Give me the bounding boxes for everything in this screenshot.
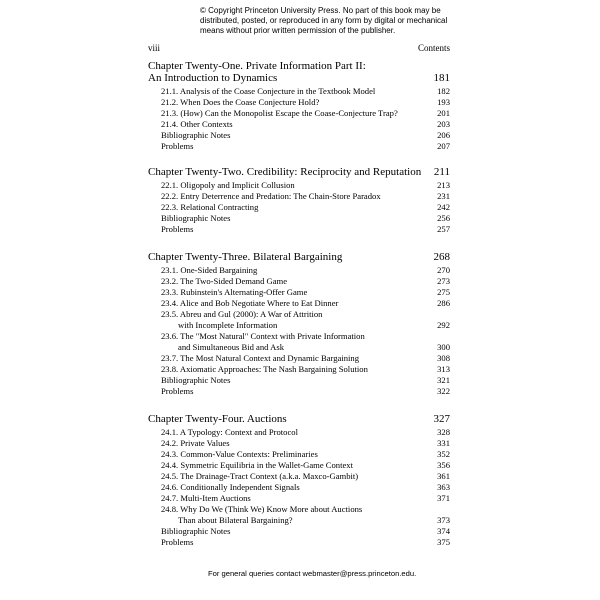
toc-entry: 21.4. Other Contexts 203 — [161, 119, 450, 129]
toc-entry: 21.3. (How) Can the Monopolist Escape the Coase-Conjecture Trap? 201 — [161, 108, 450, 118]
toc-entry: Bibliographic Notes 256 — [161, 213, 450, 223]
toc-entry: Than about Bilateral Bargaining? 373 — [178, 515, 450, 525]
copyright-line: distributed, posted, or reproduced in any form by digital or mechanical — [200, 16, 448, 25]
toc-entry: 24.3. Common-Value Contexts: Preliminaries 352 — [161, 449, 450, 459]
toc-entry: Bibliographic Notes 321 — [161, 375, 450, 385]
toc-chapter-21 — [148, 60, 450, 152]
toc-entry: with Incomplete Information 292 — [178, 320, 450, 330]
running-head — [148, 43, 450, 55]
toc-entry: 24.7. Multi-Item Auctions 371 — [161, 493, 450, 503]
chapter-page: 211 — [433, 166, 450, 178]
chapter-title: Chapter Twenty-Four. Auctions 327 — [148, 413, 450, 425]
chapter-title: Chapter Twenty-Three. Bilateral Bargaining 268 — [148, 251, 450, 263]
toc-entry: Problems 375 — [161, 537, 450, 547]
toc-entry: Problems 257 — [161, 224, 450, 234]
toc-entry: 22.3. Relational Contracting 242 — [161, 202, 450, 212]
toc-entry: 23.4. Alice and Bob Negotiate Where to Eat Dinner 286 — [161, 298, 450, 308]
toc-entry: 23.8. Axiomatic Approaches: The Nash Bargaining Solution 313 — [161, 364, 450, 374]
chapter-page: 268 — [433, 251, 450, 263]
toc-entry: 23.7. The Most Natural Context and Dynamic Bargaining 308 — [161, 353, 450, 363]
toc-entry: 24.5. The Drainage-Tract Context (a.k.a. Maxco-Gambit) 361 — [161, 471, 450, 481]
footer-contact: For general queries contact webmaster@press.princeton.edu. — [208, 569, 417, 578]
toc-entry: 24.4. Symmetric Equilibria in the Wallet-Game Context 356 — [161, 460, 450, 470]
toc-entry: 23.5. Abreu and Gul (2000): A War of Attrition — [161, 309, 323, 319]
toc-entry: Problems 322 — [161, 386, 450, 396]
toc-chapter-23 — [148, 251, 450, 397]
toc-entry: 24.1. A Typology: Context and Protocol 328 — [161, 427, 450, 437]
toc-entry: Problems 207 — [161, 141, 450, 151]
chapter-title: An Introduction to Dynamics 181 — [148, 72, 450, 84]
chapter-page: 327 — [433, 413, 450, 425]
toc-chapter-24 — [148, 413, 450, 548]
toc-entry: 22.2. Entry Deterrence and Predation: The Chain-Store Paradox 231 — [161, 191, 450, 201]
toc-entry: 24.2. Private Values 331 — [161, 438, 450, 448]
toc-entry: 23.2. The Two-Sided Demand Game 273 — [161, 276, 450, 286]
toc-entry: 23.3. Rubinstein's Alternating-Offer Game 275 — [161, 287, 450, 297]
toc-entry: 24.8. Why Do We (Think We) Know More about Auctions — [161, 504, 363, 514]
toc-entry: 24.6. Conditionally Independent Signals 363 — [161, 482, 450, 492]
toc-entry: 21.1. Analysis of the Coase Conjecture in the Textbook Model 182 — [161, 86, 450, 96]
copyright-notice — [200, 6, 460, 36]
copyright-line: means without prior written permission of the publisher. — [200, 26, 396, 35]
toc-entry: Bibliographic Notes 374 — [161, 526, 450, 536]
toc-entry: Bibliographic Notes 206 — [161, 130, 450, 140]
chapter-page: 181 — [433, 72, 450, 84]
toc-entry: 23.6. The "Most Natural" Context with Private Information — [161, 331, 365, 341]
toc-entry: and Simultaneous Bid and Ask 300 — [178, 342, 450, 352]
toc-entry: 23.1. One-Sided Bargaining 270 — [161, 265, 450, 275]
chapter-title: Chapter Twenty-One. Private Information Part II: — [148, 60, 366, 72]
copyright-line: © Copyright Princeton University Press. No part of this book may be — [200, 6, 441, 15]
toc-entry: 21.2. When Does the Coase Conjecture Hold? 193 — [161, 97, 450, 107]
chapter-title: Chapter Twenty-Two. Credibility: Reciprocity and Reputation 211 — [148, 166, 450, 178]
running-head-section: Contents — [417, 43, 450, 53]
toc-chapter-22 — [148, 166, 450, 235]
page-number: viii — [148, 43, 161, 53]
toc-entry: 22.1. Oligopoly and Implicit Collusion 213 — [161, 180, 450, 190]
